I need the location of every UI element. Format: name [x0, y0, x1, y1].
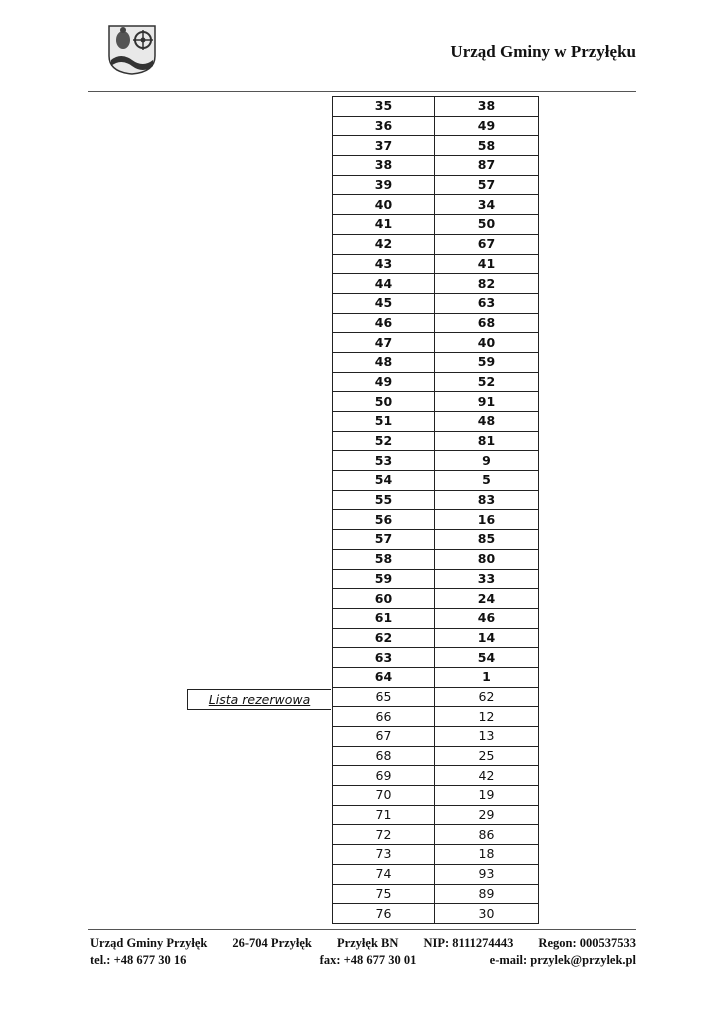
row-number-cell: 43: [333, 254, 435, 274]
office-header-title: Urząd Gminy w Przyłęku: [450, 42, 636, 61]
row-value-cell: 40: [435, 333, 539, 353]
footer-locality: Przyłęk BN: [336, 936, 399, 950]
footer-nip: NIP: 8111274443: [423, 936, 514, 950]
table-row: [333, 864, 539, 884]
footer-divider: [88, 929, 636, 930]
row-number-cell: 76: [333, 904, 435, 924]
table-row: [333, 313, 539, 333]
table-row: [333, 234, 539, 254]
table-row: [333, 549, 539, 569]
footer-address-line: [90, 935, 636, 952]
row-number-cell: 54: [333, 471, 435, 491]
row-number-cell: 59: [333, 569, 435, 589]
row-value-cell: 29: [435, 805, 539, 825]
row-value-cell: 33: [435, 569, 539, 589]
row-value-cell: 82: [435, 274, 539, 294]
table-row: [333, 687, 539, 707]
row-value-cell: 34: [435, 195, 539, 215]
table-row: [333, 786, 539, 806]
table-row: [333, 884, 539, 904]
row-number-cell: 50: [333, 392, 435, 412]
row-number-cell: 56: [333, 510, 435, 530]
row-number-cell: 64: [333, 667, 435, 687]
row-value-cell: 41: [435, 254, 539, 274]
row-number-cell: 65: [333, 687, 435, 707]
numbers-table: [332, 96, 539, 924]
table-row: [333, 116, 539, 136]
table-row: [333, 510, 539, 530]
row-number-cell: 70: [333, 786, 435, 806]
table-row: [333, 352, 539, 372]
row-value-cell: 42: [435, 766, 539, 786]
row-number-cell: 61: [333, 608, 435, 628]
footer: [90, 935, 636, 969]
row-number-cell: 72: [333, 825, 435, 845]
table-row: [333, 412, 539, 432]
reserve-list-label: Lista rezerwowa: [187, 689, 331, 710]
row-value-cell: 46: [435, 608, 539, 628]
row-number-cell: 58: [333, 549, 435, 569]
row-value-cell: 14: [435, 628, 539, 648]
table-row: [333, 471, 539, 491]
table-row: [333, 293, 539, 313]
row-value-cell: 9: [435, 451, 539, 471]
row-value-cell: 30: [435, 904, 539, 924]
row-number-cell: 45: [333, 293, 435, 313]
row-value-cell: 63: [435, 293, 539, 313]
table-row: [333, 845, 539, 865]
row-number-cell: 63: [333, 648, 435, 668]
row-value-cell: 58: [435, 136, 539, 156]
table-row: [333, 156, 539, 176]
row-number-cell: 46: [333, 313, 435, 333]
row-number-cell: 42: [333, 234, 435, 254]
table-row: [333, 904, 539, 924]
row-number-cell: 60: [333, 589, 435, 609]
row-number-cell: 62: [333, 628, 435, 648]
table-row: [333, 175, 539, 195]
footer-fax: fax: +48 677 30 01: [319, 953, 417, 967]
table-row: [333, 766, 539, 786]
row-number-cell: 68: [333, 746, 435, 766]
footer-email: e-mail: przylek@przylek.pl: [489, 953, 636, 967]
row-number-cell: 40: [333, 195, 435, 215]
row-number-cell: 36: [333, 116, 435, 136]
table-row: [333, 195, 539, 215]
row-value-cell: 18: [435, 845, 539, 865]
table-row: [333, 805, 539, 825]
table-row: [333, 608, 539, 628]
table-row: [333, 254, 539, 274]
row-number-cell: 71: [333, 805, 435, 825]
table-row: [333, 746, 539, 766]
row-number-cell: 49: [333, 372, 435, 392]
row-value-cell: 19: [435, 786, 539, 806]
row-number-cell: 39: [333, 175, 435, 195]
row-number-cell: 57: [333, 530, 435, 550]
footer-postal-code: 26-704 Przyłęk: [232, 936, 312, 950]
row-value-cell: 62: [435, 687, 539, 707]
row-value-cell: 50: [435, 215, 539, 235]
row-value-cell: 93: [435, 864, 539, 884]
row-value-cell: 13: [435, 727, 539, 747]
row-value-cell: 1: [435, 667, 539, 687]
row-value-cell: 80: [435, 549, 539, 569]
table-row: [333, 274, 539, 294]
row-number-cell: 37: [333, 136, 435, 156]
row-number-cell: 52: [333, 431, 435, 451]
row-value-cell: 68: [435, 313, 539, 333]
row-value-cell: 49: [435, 116, 539, 136]
row-number-cell: 67: [333, 727, 435, 747]
table-row: [333, 431, 539, 451]
row-value-cell: 59: [435, 352, 539, 372]
table-row: [333, 569, 539, 589]
row-value-cell: 91: [435, 392, 539, 412]
row-value-cell: 12: [435, 707, 539, 727]
table-row: [333, 667, 539, 687]
footer-office-name: Urząd Gminy Przyłęk: [90, 936, 208, 950]
table-row: [333, 648, 539, 668]
row-number-cell: 47: [333, 333, 435, 353]
row-number-cell: 51: [333, 412, 435, 432]
table-row: [333, 215, 539, 235]
row-number-cell: 74: [333, 864, 435, 884]
table-row: [333, 392, 539, 412]
table-row: [333, 589, 539, 609]
table-row: [333, 707, 539, 727]
table-row: [333, 451, 539, 471]
row-number-cell: 38: [333, 156, 435, 176]
table-row: [333, 97, 539, 117]
municipal-coat-of-arms-icon: [103, 22, 161, 76]
row-number-cell: 53: [333, 451, 435, 471]
row-value-cell: 38: [435, 97, 539, 117]
row-number-cell: 75: [333, 884, 435, 904]
row-number-cell: 35: [333, 97, 435, 117]
row-value-cell: 48: [435, 412, 539, 432]
table-row: [333, 136, 539, 156]
table-row: [333, 372, 539, 392]
row-number-cell: 41: [333, 215, 435, 235]
row-value-cell: 24: [435, 589, 539, 609]
table-row: [333, 628, 539, 648]
row-value-cell: 87: [435, 156, 539, 176]
footer-tel: tel.: +48 677 30 16: [90, 953, 187, 967]
row-number-cell: 44: [333, 274, 435, 294]
row-number-cell: 69: [333, 766, 435, 786]
row-value-cell: 54: [435, 648, 539, 668]
row-value-cell: 5: [435, 471, 539, 491]
row-value-cell: 81: [435, 431, 539, 451]
row-value-cell: 57: [435, 175, 539, 195]
row-number-cell: 55: [333, 490, 435, 510]
table-row: [333, 333, 539, 353]
row-value-cell: 86: [435, 825, 539, 845]
row-value-cell: 67: [435, 234, 539, 254]
table-row: [333, 490, 539, 510]
row-value-cell: 52: [435, 372, 539, 392]
footer-regon: Regon: 000537533: [538, 936, 636, 950]
row-value-cell: 16: [435, 510, 539, 530]
row-number-cell: 48: [333, 352, 435, 372]
row-value-cell: 83: [435, 490, 539, 510]
row-number-cell: 73: [333, 845, 435, 865]
row-value-cell: 25: [435, 746, 539, 766]
row-value-cell: 89: [435, 884, 539, 904]
table-row: [333, 530, 539, 550]
row-number-cell: 66: [333, 707, 435, 727]
table-row: [333, 825, 539, 845]
table-row: [333, 727, 539, 747]
header-divider: [88, 91, 636, 92]
footer-contact-line: [90, 952, 636, 969]
row-value-cell: 85: [435, 530, 539, 550]
